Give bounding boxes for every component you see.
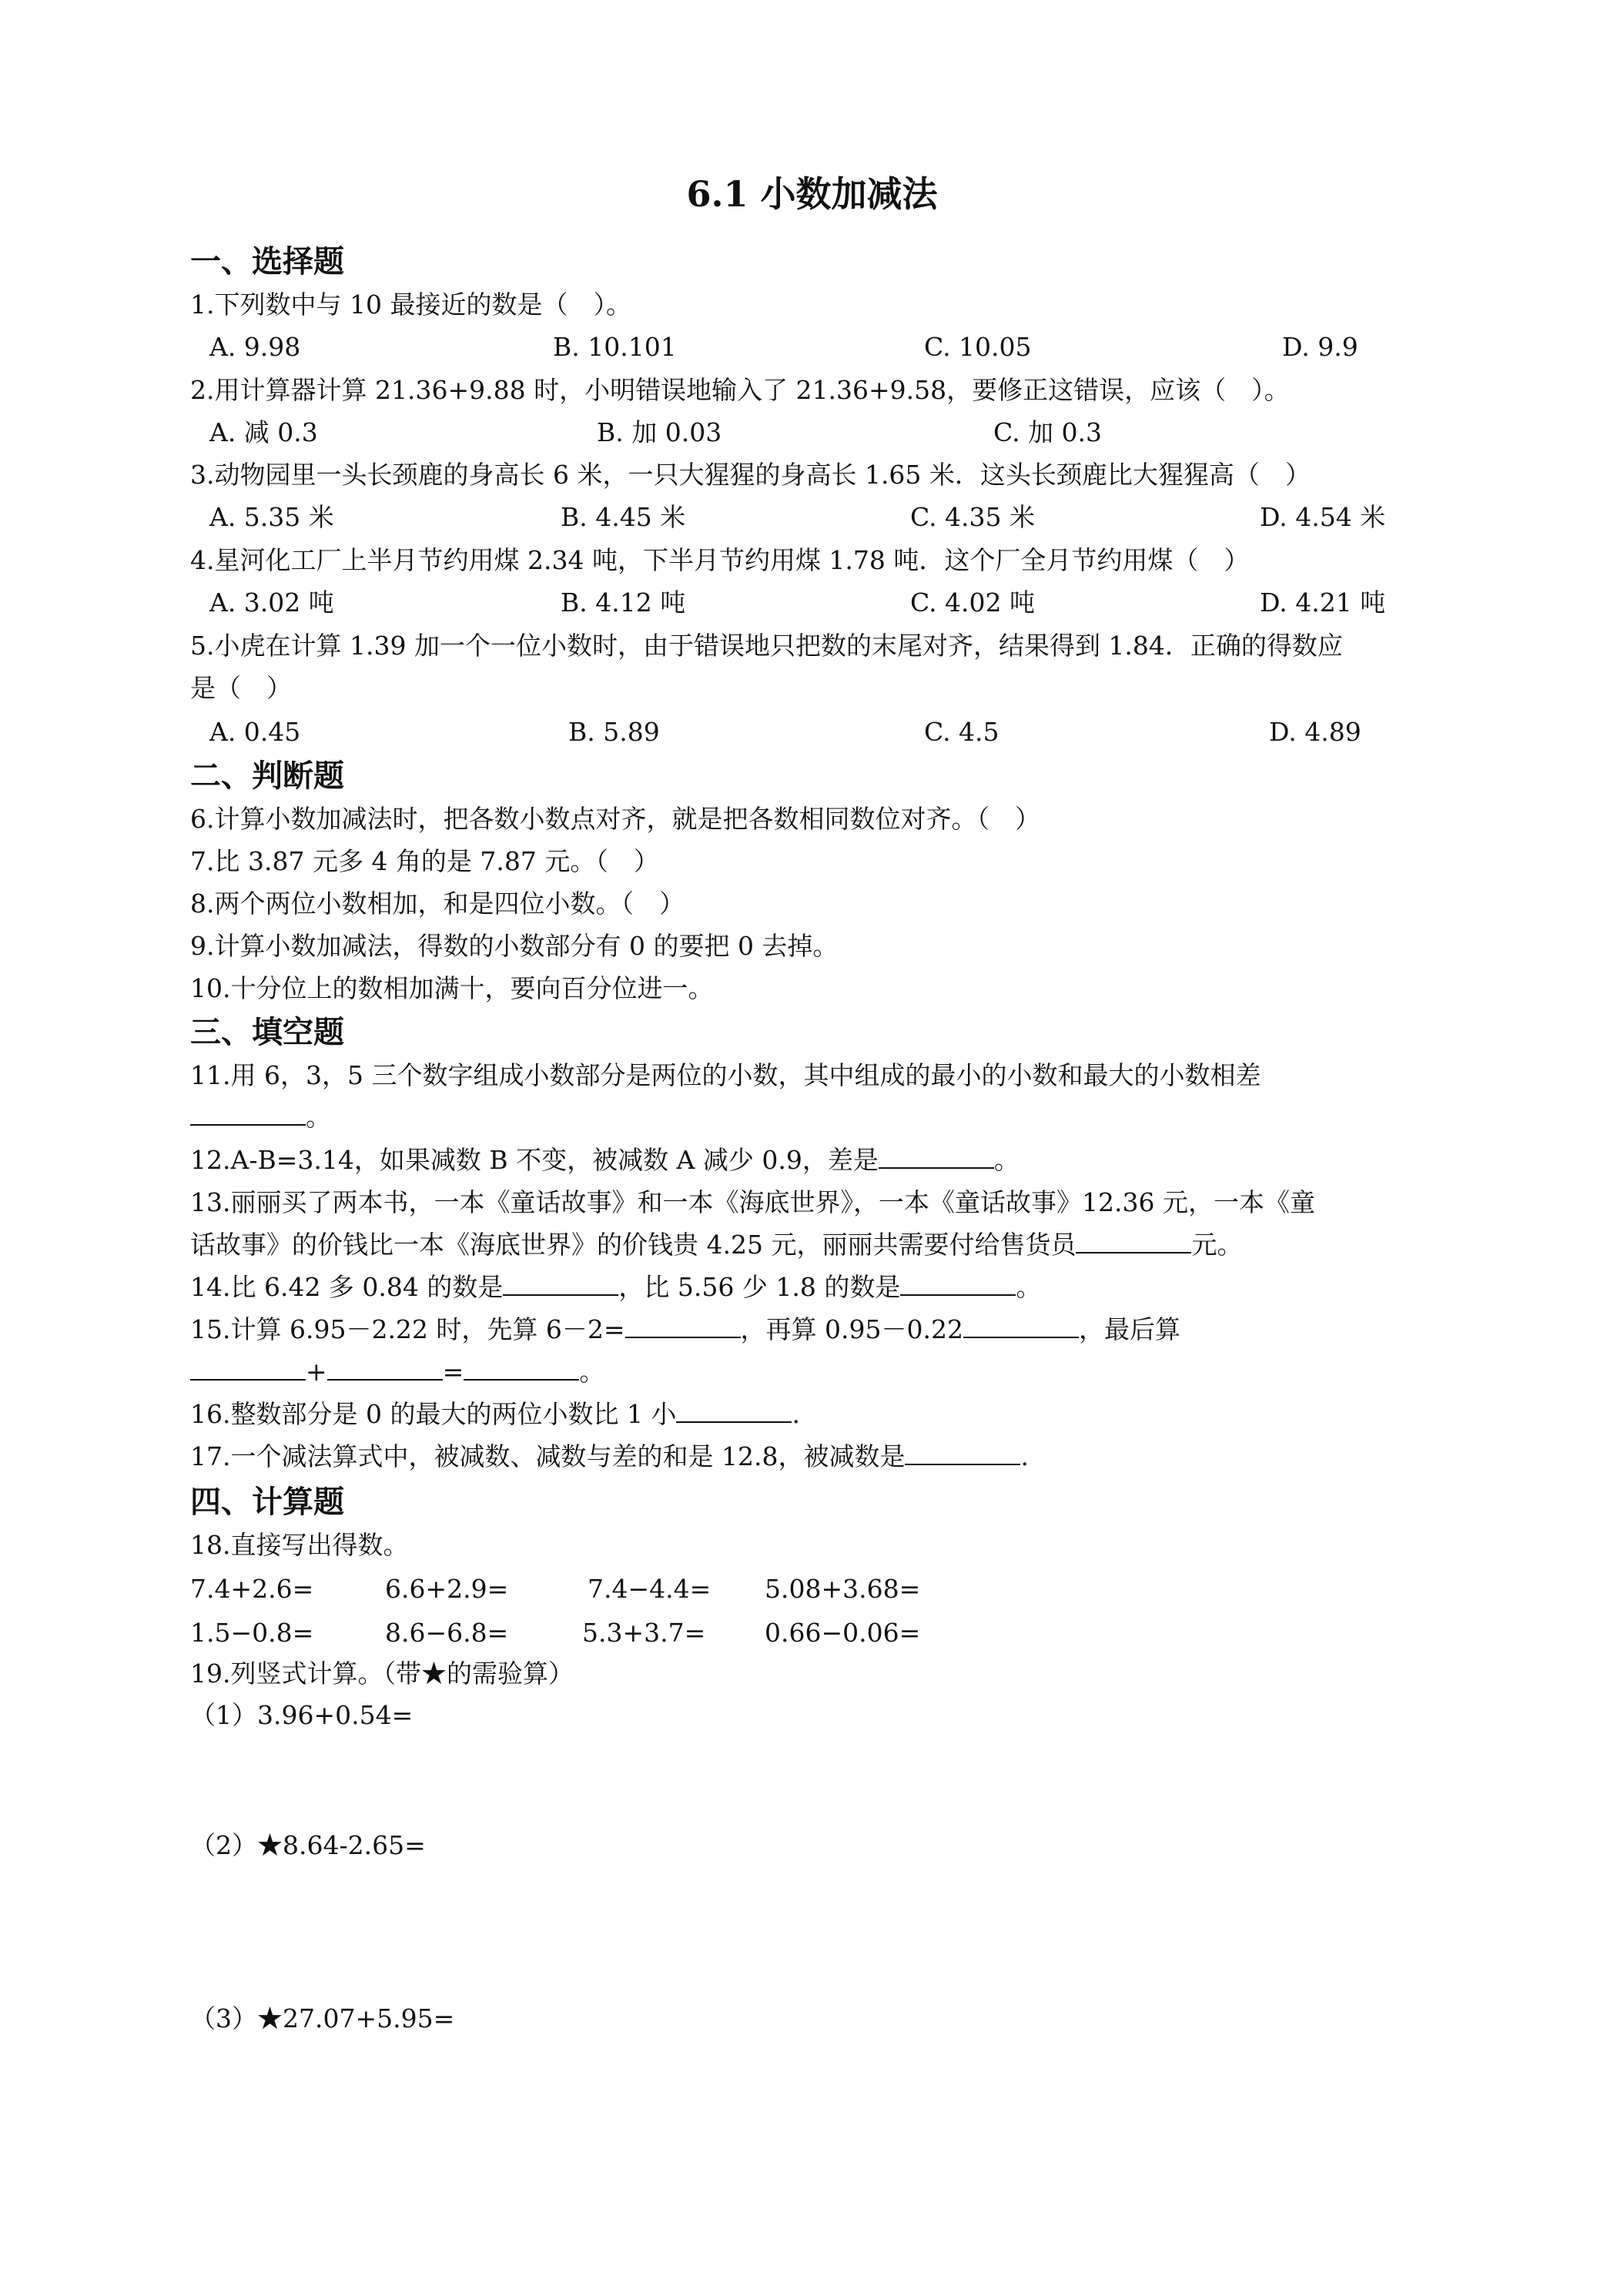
q2-option-c: C. 加 0.3 [993, 417, 1103, 447]
answer-blank[interactable] [900, 1271, 1016, 1296]
answer-blank[interactable] [905, 1441, 1020, 1465]
answer-blank[interactable] [190, 1101, 306, 1126]
q5-option-b: B. 5.89 [568, 717, 660, 747]
q3-option-a: A. 5.35 米 [209, 502, 334, 532]
section-heading-fill-blank: 三、填空题 [190, 1014, 344, 1050]
q18-item: 5.3+3.7= [582, 1618, 706, 1648]
question-11-line2: 。 [190, 1101, 331, 1133]
question-1: 1.下列数中与 10 最接近的数是（ ）。 [190, 290, 631, 320]
question-11-line1: 11.用 6，3，5 三个数字组成小数部分是两位的小数，其中组成的最小的小数和最大的小数相差 [190, 1060, 1261, 1090]
q18-item: 7.4−4.4= [588, 1574, 712, 1604]
q3-option-c: C. 4.35 米 [910, 502, 1036, 532]
answer-blank[interactable] [963, 1314, 1079, 1338]
q5-option-a: A. 0.45 [209, 717, 301, 747]
question-4: 4.星河化工厂上半月节约用煤 2.34 吨，下半月节约用煤 1.78 吨．这个厂全月节约用煤（ ） [190, 545, 1250, 575]
q2-option-b: B. 加 0.03 [597, 417, 722, 447]
section-heading-choice: 一、选择题 [190, 243, 344, 279]
question-10: 10.十分位上的数相加满十，要向百分位进一。 [190, 973, 714, 1003]
answer-blank[interactable] [1076, 1229, 1191, 1253]
q3-option-b: B. 4.45 米 [561, 502, 686, 532]
answer-blank[interactable] [503, 1271, 618, 1296]
question-5-line2: 是（ ） [190, 673, 292, 703]
q18-item: 1.5−0.8= [190, 1618, 314, 1648]
question-7: 7.比 3.87 元多 4 角的是 7.87 元。（ ） [190, 846, 659, 876]
q1-option-c: C. 10.05 [924, 332, 1032, 362]
question-6: 6.计算小数加减法时，把各数小数点对齐，就是把各数相同数位对齐。（ ） [190, 804, 1040, 834]
q1-option-a: A. 9.98 [209, 332, 301, 362]
q5-option-d: D. 4.89 [1269, 717, 1361, 747]
question-16: 16.整数部分是 0 的最大的两位小数比 1 小 . [190, 1399, 800, 1429]
q18-item: 6.6+2.9= [385, 1574, 509, 1604]
question-5-line1: 5.小虎在计算 1.39 加一个一位小数时，由于错误地只把数的末尾对齐，结果得到 1.84．正确的得数应 [190, 631, 1343, 661]
question-3: 3.动物园里一头长颈鹿的身高长 6 米，一只大猩猩的身高长 1.65 米．这头长颈鹿比大猩猩高（ ） [190, 460, 1311, 490]
q18-item: 5.08+3.68= [765, 1574, 921, 1604]
q18-item: 8.6−6.8= [385, 1618, 509, 1648]
question-9: 9.计算小数加减法，得数的小数部分有 0 的要把 0 去掉。 [190, 931, 839, 961]
q5-option-c: C. 4.5 [924, 717, 1000, 747]
q4-option-b: B. 4.12 吨 [561, 587, 686, 618]
q3-option-d: D. 4.54 米 [1260, 502, 1386, 532]
answer-blank[interactable] [879, 1144, 994, 1169]
question-8: 8.两个两位小数相加，和是四位小数。（ ） [190, 889, 685, 919]
q18-item: 0.66−0.06= [765, 1618, 921, 1648]
q2-option-a: A. 减 0.3 [209, 417, 318, 447]
question-19: 19.列竖式计算。（带★的需验算） [190, 1658, 574, 1689]
answer-blank[interactable] [190, 1356, 306, 1381]
question-13-line1: 13.丽丽买了两本书，一本《童话故事》和一本《海底世界》，一本《童话故事》12.36 元，一本《童 [190, 1187, 1315, 1217]
answer-blank[interactable] [676, 1398, 792, 1423]
question-2: 2.用计算器计算 21.36+9.88 时，小明错误地输入了 21.36+9.58，要修正这错误，应该（ ）。 [190, 375, 1290, 405]
question-12: 12.A-B=3.14，如果减数 B 不变，被减数 A 减少 0.9，差是 。 [190, 1145, 1020, 1175]
question-15-line1: 15.计算 6.95－2.22 时，先算 6－2= ，再算 0.95－0.22 ，最后算 [190, 1314, 1180, 1344]
section-heading-calculation: 四、计算题 [190, 1484, 344, 1520]
q4-option-c: C. 4.02 吨 [910, 587, 1036, 618]
q19-part-3: （3）★27.07+5.95= [190, 2003, 455, 2033]
question-15-line2: + = 。 [190, 1356, 604, 1388]
question-14: 14.比 6.42 多 0.84 的数是 ，比 5.56 少 1.8 的数是 。 [190, 1272, 1042, 1302]
answer-blank[interactable] [327, 1356, 443, 1381]
question-17: 17.一个减法算式中，被减数、减数与差的和是 12.8，被减数是 . [190, 1441, 1029, 1471]
question-18: 18.直接写出得数。 [190, 1530, 409, 1560]
answer-blank[interactable] [464, 1356, 579, 1381]
q19-part-1: （1）3.96+0.54= [190, 1700, 414, 1730]
q1-option-b: B. 10.101 [553, 332, 677, 362]
q19-part-2: （2）★8.64-2.65= [190, 1830, 426, 1860]
answer-blank[interactable] [625, 1314, 741, 1338]
q4-option-d: D. 4.21 吨 [1260, 587, 1386, 618]
question-13-line2: 话故事》的价钱比一本《海底世界》的价钱贵 4.25 元，丽丽共需要付给售货员 元。 [190, 1230, 1243, 1260]
q4-option-a: A. 3.02 吨 [209, 587, 334, 618]
q18-item: 7.4+2.6= [190, 1574, 314, 1604]
page-title: 6.1 小数加减法 [686, 173, 938, 215]
section-heading-judgment: 二、判断题 [190, 758, 344, 794]
q1-option-d: D. 9.9 [1282, 332, 1358, 362]
